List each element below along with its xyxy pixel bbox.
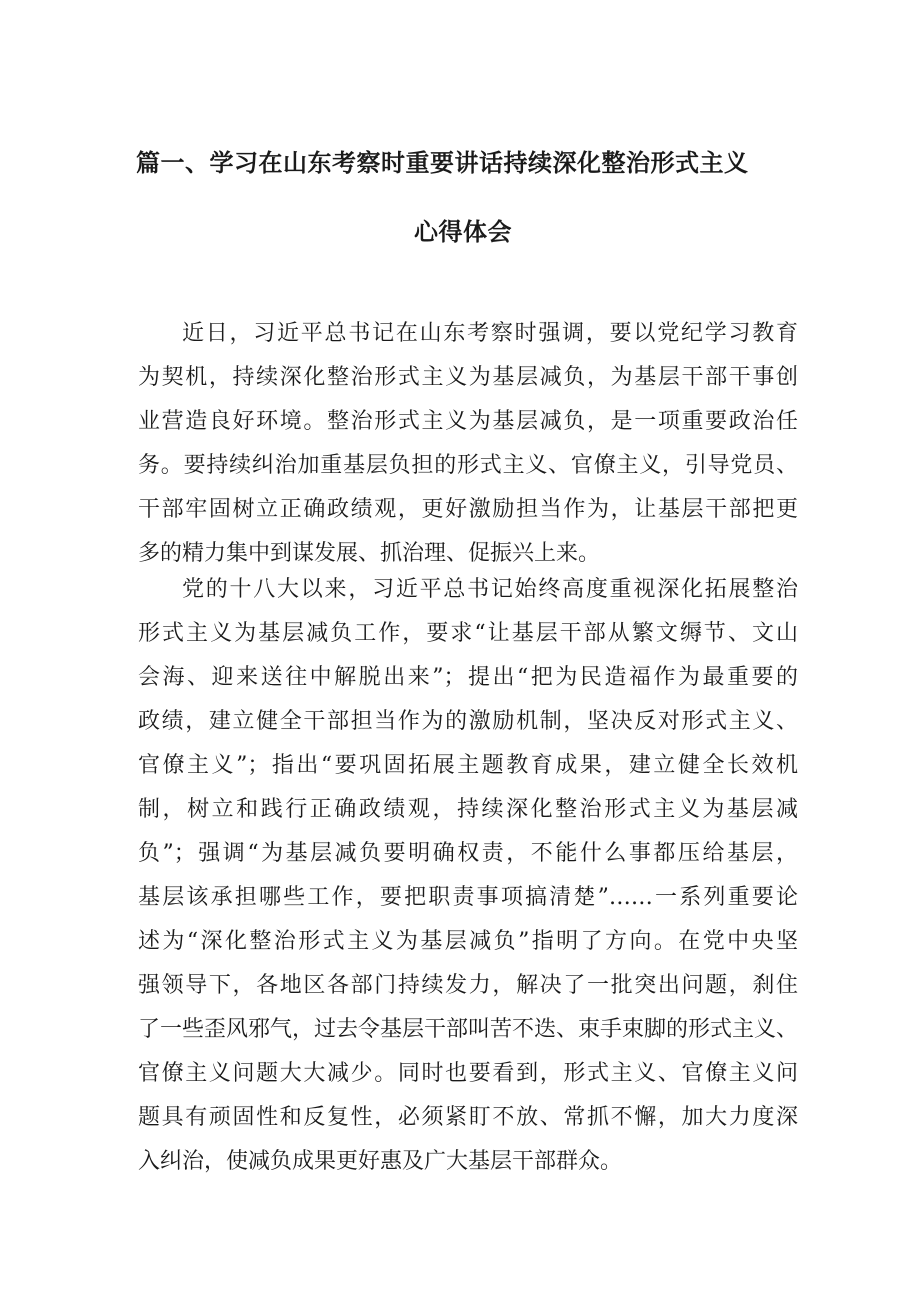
paragraph-line: 入纠治，使减负成果更好惠及广大基层干部群众。	[138, 1149, 623, 1174]
paragraph-line: 负”；强调“为基层减负要明确权责，不能什么事都压给基层，	[138, 841, 798, 866]
paragraph-line: 会海、迎来送往中解脱出来”；提出“把为民造福作为最重要的	[138, 665, 798, 690]
paragraph-1	[138, 312, 798, 576]
paragraph-line: 题具有顽固性和反复性，必须紧盯不放、常抓不懈，加大力度深	[138, 1105, 798, 1130]
paragraph-2	[138, 568, 798, 1184]
paragraph-line: 为契机，持续深化整治形式主义为基层减负，为基层干部干事创	[138, 365, 798, 390]
paragraph-line: 基层该承担哪些工作，要把职责事项搞清楚”……一系列重要论	[138, 885, 798, 910]
paragraph-line: 了一些歪风邪气，过去令基层干部叫苦不迭、束手束脚的形式主义、	[138, 1017, 799, 1042]
paragraph-line: 制，树立和践行正确政绩观，持续深化整治形式主义为基层减	[138, 797, 798, 822]
document-title-line-2: 心得体会	[414, 218, 512, 246]
paragraph-line: 官僚主义”；指出“要巩固拓展主题教育成果，建立健全长效机	[138, 753, 798, 778]
paragraph-line: 近日，习近平总书记在山东考察时强调，要以党纪学习教育	[182, 321, 798, 346]
paragraph-line: 政绩，建立健全干部担当作为的激励机制，坚决反对形式主义、	[138, 709, 798, 734]
paragraph-line: 形式主义为基层减负工作，要求“让基层干部从繁文缛节、文山	[138, 621, 798, 646]
document-title-line-1: 篇一、学习在山东考察时重要讲话持续深化整治形式主义	[136, 149, 749, 177]
paragraph-line: 多的精力集中到谋发展、抓治理、促振兴上来。	[138, 541, 601, 566]
paragraph-line: 述为“深化整治形式主义为基层减负”指明了方向。在党中央坚	[138, 929, 798, 954]
paragraph-line: 业营造良好环境。整治形式主义为基层减负，是一项重要政治任	[138, 409, 798, 434]
paragraph-line: 务。要持续纠治加重基层负担的形式主义、官僚主义，引导党员、	[138, 453, 798, 478]
paragraph-line: 干部牢固树立正确政绩观，更好激励担当作为，让基层干部把更	[138, 497, 798, 522]
paragraph-line: 强领导下，各地区各部门持续发力，解决了一批突出问题，刹住	[138, 973, 798, 998]
paragraph-line: 党的十八大以来，习近平总书记始终高度重视深化拓展整治	[182, 577, 798, 602]
paragraph-line: 官僚主义问题大大减少。同时也要看到，形式主义、官僚主义问	[138, 1061, 798, 1086]
